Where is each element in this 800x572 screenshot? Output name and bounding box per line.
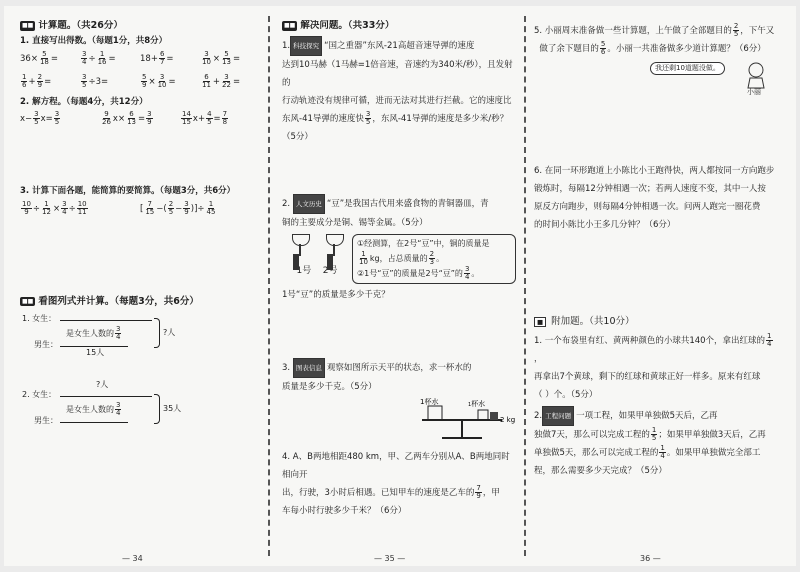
q2-title: 2. 解方程。（每题4分，共12分） (20, 96, 148, 107)
mental-math-row-1: 36× $\frac{5}{18}$ = $\frac{3}{4}$ ÷ $\frac{1}{16}$ = 18+ $\frac{6}{7}$ = $\frac{3}{10}$ × $\frac{5}{13}$ = (20, 49, 241, 66)
diagram-1: 1. 女生： 是女生人数的 $\frac{3}{4}$ 男生： 15人 ?人 (22, 313, 176, 357)
left-cup (428, 406, 442, 420)
total-brace (154, 318, 160, 348)
problem-1: 1. 科技探究 “国之重器”东风-21高超音速导弹的速度 达到10马赫（1马赫=1倍音速，音速约为340米/秒），且发射的 行动轨迹没有规律可循，进而无法对其进行拦截。它的速度比 东风-41导弹的速度快 $\frac{3}{5}$ ，东风-41导弹的速度是多少米/秒？ （5分） (282, 36, 516, 146)
tag-science: 科技探究 (290, 36, 322, 56)
column-divider (268, 16, 270, 556)
bonus-problem-1: 1. 一个布袋里有红、黄两种颜色的小球共140个，拿出红球的 $\frac{1}{4}$ ， 再拿出7个黄球，剩下的红球和黄球正好一样多。原来有红球 （ ）个。（5分） (534, 331, 772, 400)
q3-title: 3. 计算下面各题，能简算的要简算。（每题3分，共6分） (20, 186, 236, 197)
total-brace (154, 394, 160, 424)
section-solve-title: ■■ 解决问题。（共33分） (284, 20, 395, 31)
bronze-vessel-figure: 1号 2号 ①经测算，在2号“豆”中，铜的质量是 $\frac{1}{10}$ kg，占总质量的 $\frac{2}{3}$ 。 ②1号“豆”的质量是2号“豆”的 $\frac{3}{4}$ 。 (282, 234, 516, 284)
problem-4: 4. A、B两地相距480 km，甲、乙两车分别从A、B两地同时相向开 出，行驶，3小时后相遇。已知甲车的速度是乙车的 $\frac{7}{9}$ ，甲 车每小时行驶多少千米？（6分） (282, 452, 510, 517)
problem-3: 3. 图表信息 观察如图所示天平的状态，求一杯水的 质量是多少千克。（5分） (282, 358, 516, 396)
section-badge-icon: ■■ (22, 22, 34, 30)
equations-row: x− $\frac{3}{5}$ x= $\frac{3}{5}$ $\frac{9}{26}$ x× $\frac{6}{13}$ = $\frac{3}{9}$ $\frac{14}{15}$ x+ $\frac{4}{5}$ = $\frac{7}{8}$ (20, 110, 228, 127)
q1-title: 1. 直接写出得数。（每题1分，共8分） (20, 35, 168, 46)
character-area (534, 60, 782, 100)
column-divider (524, 16, 526, 556)
section-bonus-title: ■ 附加题。（共10分） (534, 316, 782, 328)
tag-chart-info: 图表信息 (293, 358, 325, 378)
tag-history: 人文历史 (293, 194, 325, 214)
simplify-row: $\frac{10}{9}$ ÷ $\frac{1}{12}$ × $\frac{3}{4}$ ÷ $\frac{10}{11}$ [ $\frac{7}{15}$ −( $\frac{2}{5}$ − $\frac{3}{9}$ )]÷ $\frac{1}{45}$ (22, 199, 216, 216)
page-number-right: 36 — (640, 554, 661, 563)
page-number-left: — 34 (122, 554, 143, 563)
problem-5: 5. 小丽周末准备做一些计算题，上午做了全部题目的 $\frac{2}{5}$ ，下午又 做了余下题目的 $\frac{5}{6}$ 。小丽一共准备做多少道计算题？（6分） (534, 22, 775, 56)
speech-bubble: 我还剩10道题没做。 (650, 62, 725, 75)
tag-engineering: 工程问题 (542, 406, 574, 426)
balance-scale-figure (282, 398, 516, 442)
section-badge-icon: ■■ (284, 22, 296, 30)
boy-bar (60, 422, 128, 423)
boy-bar (60, 346, 128, 347)
section-badge-icon: ■■ (22, 297, 34, 305)
bonus-badge-icon: ■ (534, 317, 546, 327)
girl-character-icon (744, 60, 768, 90)
section-calculation-title: ■■ 计算题。（共26分） (22, 20, 123, 31)
problem-6: 6. 在同一环形跑道上小陈比小王跑得快，两人都按同一方向跑步 锻炼时，每隔12分钟相遇一次；若两人速度不变，其中一人按 原反方向跑步，则每隔4分钟相遇一次。问两人跑完一圈花费 的时间小陈比小王多几分钟？（6分） (534, 166, 775, 230)
character-name: 小丽 (747, 88, 761, 96)
cup-label-2: 1杯水 (468, 399, 486, 408)
vessel-1-icon (289, 234, 311, 262)
girl-bar (60, 396, 152, 397)
vessel-2-icon (323, 234, 345, 262)
page-number-middle: — 35 — (374, 554, 406, 563)
info-box: ①经测算，在2号“豆”中，铜的质量是 $\frac{1}{10}$ kg，占总质量的 $\frac{2}{3}$ 。 ②1号“豆”的质量是2号“豆”的 $\frac{3}{4}$ 。 (352, 234, 516, 284)
right-column (534, 20, 782, 560)
left-column (20, 20, 260, 560)
problem-2: 2. 人文历史 “豆”是我国古代用来盛食物的青铜器皿，青 铜的主要成分是铜、锡等金属。（5分） (282, 194, 516, 232)
diagram-2: ?人 2. 女生： 是女生人数的 $\frac{3}{4}$ 男生： 35人 (22, 379, 182, 425)
problem-2-question: 1号“豆”的质量是多少千克？ (282, 289, 390, 300)
cup-label-1: 1杯水 (420, 397, 439, 406)
worksheet-page (4, 6, 796, 566)
mental-math-row-2: $\frac{1}{6}$ + $\frac{2}{9}$ = $\frac{3}{5}$ ÷3= $\frac{5}{9}$ × $\frac{3}{10}$ = $\frac{6}{11}$ + $\frac{3}{22}$ = (22, 72, 241, 89)
weight-label: 2 kg (500, 415, 516, 424)
weight (490, 412, 498, 420)
bonus-problem-2: 2. 工程问题 一项工程，如果甲单独做5天后，乙再 独做7天，那么可以完成工程的 $\frac{1}{5}$ ；如果甲单独做3天后，乙再 单独做5天，那么可以完成工程的 $\frac{1}{4}$ 。如果甲单独做完全部工 程，那么需要多少天完成？（5分） (534, 406, 782, 480)
girl-bar (60, 320, 152, 321)
section-diagram-title: ■■ 看图列式并计算。（每题3分，共6分） (22, 295, 199, 307)
right-cup (478, 410, 488, 420)
middle-column (282, 20, 516, 560)
